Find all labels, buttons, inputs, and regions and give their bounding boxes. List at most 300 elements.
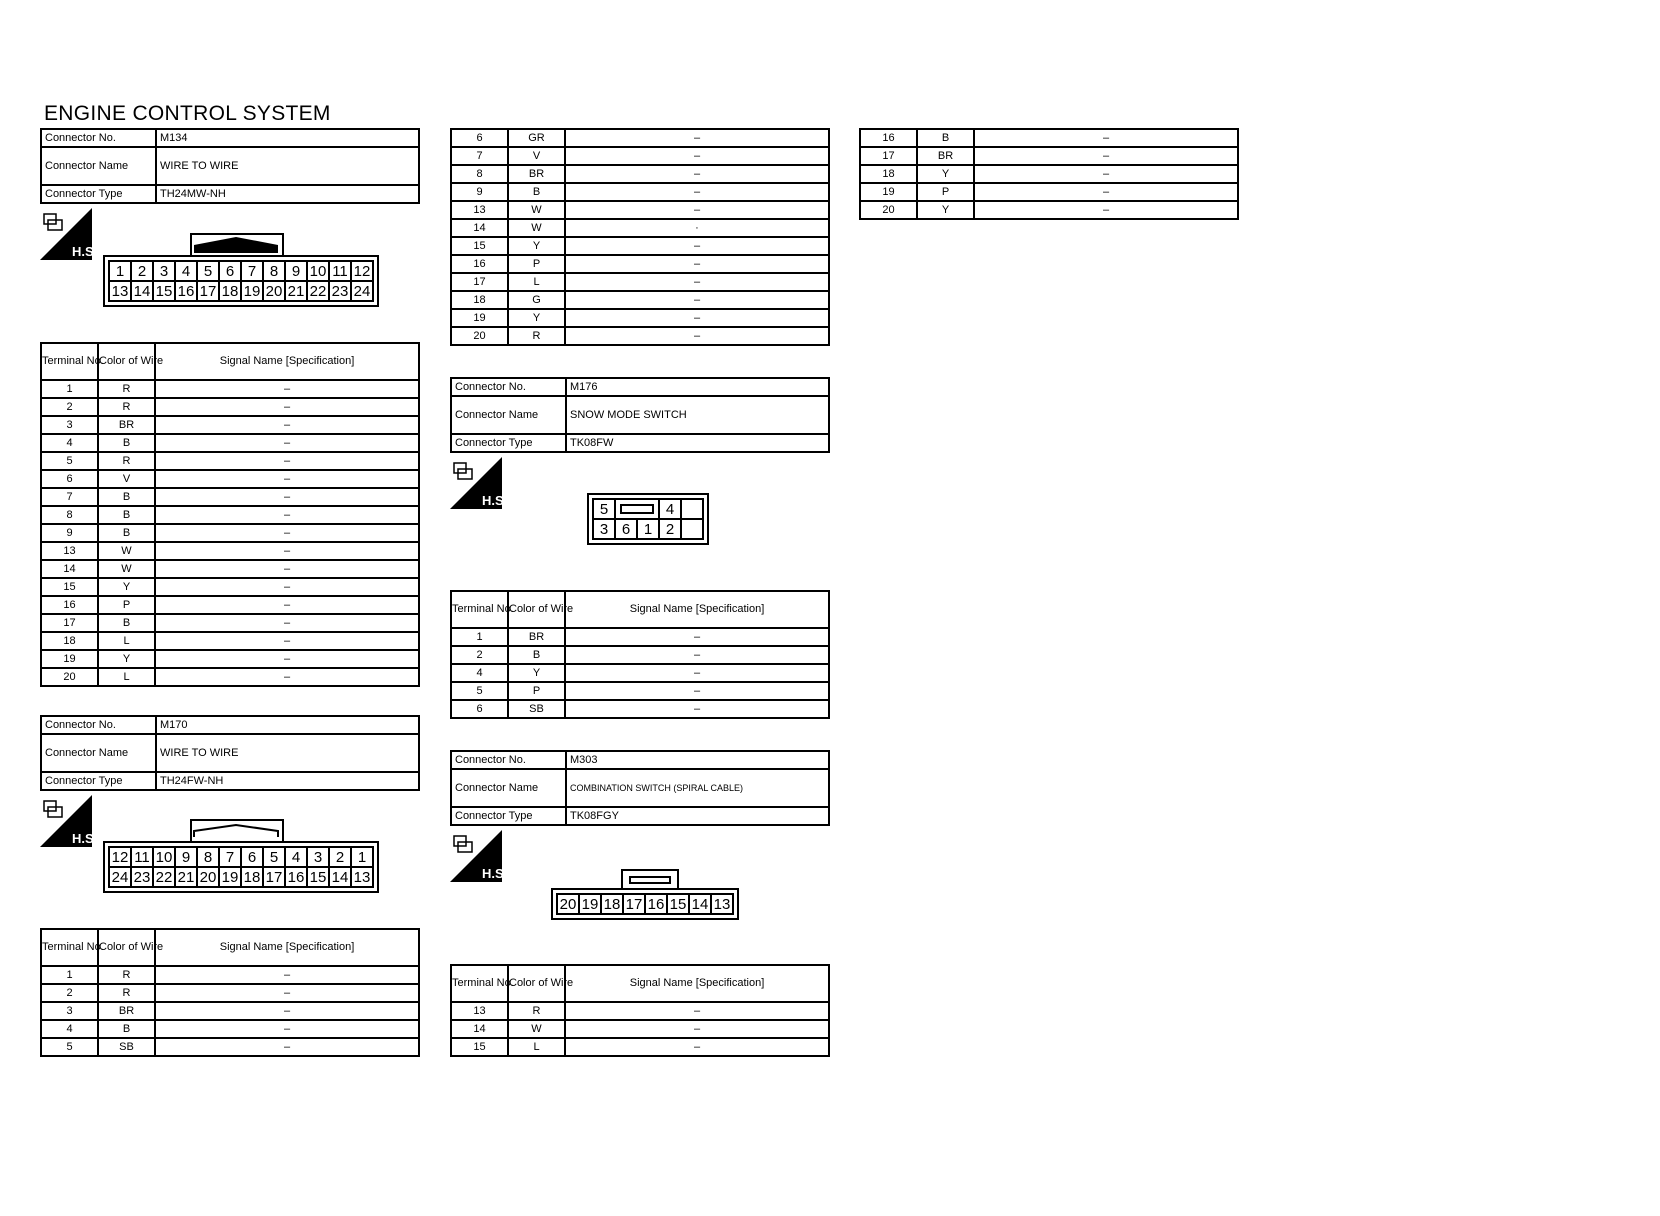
signal-name-cell: – bbox=[565, 165, 829, 183]
wire-color-cell: R bbox=[98, 984, 155, 1002]
connector-type-value: TH24FW-NH bbox=[156, 772, 419, 790]
pin: 23 bbox=[329, 281, 351, 301]
connector-info-m170 bbox=[40, 715, 420, 791]
pin: 7 bbox=[241, 261, 263, 281]
pin: 3 bbox=[153, 261, 175, 281]
table-row bbox=[451, 327, 829, 345]
pin: 2 bbox=[329, 847, 351, 867]
table-row bbox=[41, 398, 419, 416]
wire-color-cell: P bbox=[508, 255, 565, 273]
connector-info-m303 bbox=[450, 750, 830, 826]
pin: 10 bbox=[307, 261, 329, 281]
pin: 12 bbox=[109, 847, 131, 867]
terminal-no-cell: 9 bbox=[451, 183, 508, 201]
pin: 2 bbox=[131, 261, 153, 281]
harness-side-icon bbox=[450, 457, 508, 509]
pin: 21 bbox=[285, 281, 307, 301]
signal-name-cell: – bbox=[155, 434, 419, 452]
terminal-no-header: Terminal No. bbox=[41, 929, 98, 966]
wire-color-cell: W bbox=[508, 201, 565, 219]
wire-color-cell: B bbox=[917, 129, 974, 147]
signal-name-cell: – bbox=[565, 1002, 829, 1020]
signal-name-cell: – bbox=[974, 129, 1238, 147]
connector-type-label: Connector Type bbox=[451, 434, 566, 452]
signal-name-cell: – bbox=[565, 237, 829, 255]
table-row bbox=[451, 664, 829, 682]
terminal-no-cell: 6 bbox=[451, 129, 508, 147]
signal-name-cell: – bbox=[565, 255, 829, 273]
table-row bbox=[451, 682, 829, 700]
wire-color-cell: R bbox=[508, 1002, 565, 1020]
table-row bbox=[41, 632, 419, 650]
pin: 23 bbox=[131, 867, 153, 887]
signal-name-cell: – bbox=[155, 542, 419, 560]
table-row bbox=[451, 309, 829, 327]
color-header: Color of Wire bbox=[508, 965, 565, 1002]
table-row bbox=[860, 201, 1238, 219]
connector-face-m134 bbox=[103, 233, 379, 307]
connector-no-value: M170 bbox=[156, 716, 419, 734]
terminal-no-cell: 7 bbox=[451, 147, 508, 165]
pin: 21 bbox=[175, 867, 197, 887]
wire-color-cell: R bbox=[98, 398, 155, 416]
wire-color-cell: Y bbox=[508, 664, 565, 682]
table-row bbox=[41, 668, 419, 686]
wire-color-cell: L bbox=[508, 1038, 565, 1056]
color-header: Color of Wire bbox=[508, 591, 565, 628]
terminal-no-cell: 2 bbox=[41, 984, 98, 1002]
pin: 17 bbox=[623, 894, 645, 914]
table-row bbox=[41, 614, 419, 632]
table-row bbox=[451, 183, 829, 201]
connector-name-label: Connector Name bbox=[451, 769, 566, 807]
hs-badge-text: H.S. bbox=[72, 244, 98, 259]
terminal-no-cell: 16 bbox=[860, 129, 917, 147]
connector-name-label: Connector Name bbox=[41, 147, 156, 185]
signal-name-cell: – bbox=[565, 183, 829, 201]
harness-side-icon bbox=[450, 830, 508, 882]
wire-color-cell: Y bbox=[508, 237, 565, 255]
pin: 19 bbox=[579, 894, 601, 914]
page-title: ENGINE CONTROL SYSTEM bbox=[44, 102, 331, 125]
terminal-no-cell: 5 bbox=[41, 452, 98, 470]
table-row bbox=[860, 165, 1238, 183]
terminal-no-cell: 16 bbox=[451, 255, 508, 273]
table-row bbox=[451, 1038, 829, 1056]
connector-name-label: Connector Name bbox=[41, 734, 156, 772]
wire-color-cell: W bbox=[98, 560, 155, 578]
wire-color-cell: W bbox=[508, 1020, 565, 1038]
pin: 24 bbox=[109, 867, 131, 887]
pin: 1 bbox=[109, 261, 131, 281]
hs-badge-text: H.S. bbox=[72, 831, 98, 846]
table-row bbox=[451, 646, 829, 664]
wire-color-cell: P bbox=[508, 682, 565, 700]
signal-header: Signal Name [Specification] bbox=[155, 929, 419, 966]
signal-name-cell: – bbox=[565, 201, 829, 219]
table-row bbox=[41, 542, 419, 560]
table-row bbox=[41, 596, 419, 614]
wire-color-cell: B bbox=[98, 506, 155, 524]
wire-color-cell: GR bbox=[508, 129, 565, 147]
wire-color-cell: R bbox=[98, 966, 155, 984]
terminal-no-cell: 17 bbox=[41, 614, 98, 632]
pin: 22 bbox=[153, 867, 175, 887]
terminal-no-cell: 15 bbox=[451, 1038, 508, 1056]
pin: 14 bbox=[329, 867, 351, 887]
pin: 3 bbox=[307, 847, 329, 867]
table-row bbox=[41, 434, 419, 452]
terminal-no-cell: 19 bbox=[451, 309, 508, 327]
wire-color-cell: B bbox=[98, 614, 155, 632]
terminal-no-cell: 1 bbox=[41, 966, 98, 984]
latch-shape bbox=[629, 876, 671, 884]
pin: 1 bbox=[637, 519, 659, 539]
terminal-no-cell: 5 bbox=[451, 682, 508, 700]
connector-type-value: TK08FW bbox=[566, 434, 829, 452]
signal-name-cell: – bbox=[155, 984, 419, 1002]
wire-color-cell: L bbox=[98, 668, 155, 686]
terminal-no-cell: 4 bbox=[41, 434, 98, 452]
connector-no-label: Connector No. bbox=[451, 751, 566, 769]
terminal-no-cell: 18 bbox=[860, 165, 917, 183]
wire-color-cell: L bbox=[508, 273, 565, 291]
connector-type-value: TH24MW-NH bbox=[156, 185, 419, 203]
signal-name-cell: – bbox=[565, 309, 829, 327]
hs-badge-text: H.S. bbox=[482, 493, 508, 508]
terminal-no-header: Terminal No. bbox=[451, 965, 508, 1002]
signal-name-cell: – bbox=[565, 628, 829, 646]
pin: 19 bbox=[219, 867, 241, 887]
signal-name-cell: – bbox=[974, 147, 1238, 165]
wire-color-cell: BR bbox=[917, 147, 974, 165]
pin: 22 bbox=[307, 281, 329, 301]
signal-header: Signal Name [Specification] bbox=[565, 591, 829, 628]
table-row bbox=[41, 1038, 419, 1056]
terminal-no-cell: 19 bbox=[41, 650, 98, 668]
terminal-no-cell: 9 bbox=[41, 524, 98, 542]
wire-color-cell: R bbox=[98, 452, 155, 470]
signal-name-cell: – bbox=[155, 416, 419, 434]
pin: 11 bbox=[131, 847, 153, 867]
terminal-no-cell: 17 bbox=[451, 273, 508, 291]
terminal-no-cell: 16 bbox=[41, 596, 98, 614]
table-row bbox=[451, 219, 829, 237]
terminal-no-cell: 14 bbox=[451, 1020, 508, 1038]
signal-name-cell: – bbox=[155, 1002, 419, 1020]
wire-color-cell: Y bbox=[917, 201, 974, 219]
signal-name-cell: – bbox=[155, 488, 419, 506]
table-row bbox=[41, 470, 419, 488]
terminal-no-cell: 19 bbox=[860, 183, 917, 201]
terminal-no-cell: 18 bbox=[41, 632, 98, 650]
table-row bbox=[41, 560, 419, 578]
terminal-no-header: Terminal No. bbox=[451, 591, 508, 628]
wire-color-cell: L bbox=[98, 632, 155, 650]
pin: 20 bbox=[197, 867, 219, 887]
table-row bbox=[860, 147, 1238, 165]
signal-name-cell: – bbox=[155, 650, 419, 668]
pin: 14 bbox=[689, 894, 711, 914]
connector-no-value: M176 bbox=[566, 378, 829, 396]
signal-name-cell: – bbox=[155, 668, 419, 686]
signal-name-cell: – bbox=[565, 273, 829, 291]
signal-name-cell: – bbox=[155, 398, 419, 416]
pin-empty bbox=[681, 519, 703, 539]
pin-empty bbox=[681, 499, 703, 519]
wire-color-cell: P bbox=[917, 183, 974, 201]
connector-face-m170 bbox=[103, 819, 379, 893]
connector-name-value: COMBINATION SWITCH (SPIRAL CABLE) bbox=[566, 769, 829, 807]
signal-name-cell: – bbox=[565, 664, 829, 682]
signal-name-cell: – bbox=[155, 452, 419, 470]
wire-color-cell: SB bbox=[508, 700, 565, 718]
connector-no-value: M134 bbox=[156, 129, 419, 147]
pin: 19 bbox=[241, 281, 263, 301]
terminal-no-cell: 1 bbox=[41, 380, 98, 398]
pin: 4 bbox=[175, 261, 197, 281]
wire-color-cell: BR bbox=[508, 628, 565, 646]
connector-type-label: Connector Type bbox=[41, 772, 156, 790]
table-row bbox=[451, 129, 829, 147]
wire-color-cell: SB bbox=[98, 1038, 155, 1056]
signal-name-cell: – bbox=[155, 380, 419, 398]
wire-color-cell: R bbox=[98, 380, 155, 398]
table-row bbox=[41, 1020, 419, 1038]
latch-shape bbox=[194, 823, 278, 839]
pin: 16 bbox=[175, 281, 197, 301]
pin: 9 bbox=[175, 847, 197, 867]
signal-name-cell: – bbox=[155, 966, 419, 984]
terminal-no-cell: 15 bbox=[451, 237, 508, 255]
harness-side-icon bbox=[40, 795, 98, 847]
pin: 5 bbox=[197, 261, 219, 281]
table-row bbox=[451, 165, 829, 183]
terminal-table-m134 bbox=[40, 342, 420, 687]
pin: 18 bbox=[241, 867, 263, 887]
connector-no-label: Connector No. bbox=[41, 716, 156, 734]
terminal-no-cell: 8 bbox=[451, 165, 508, 183]
pin: 8 bbox=[197, 847, 219, 867]
table-row bbox=[41, 506, 419, 524]
pin: 20 bbox=[557, 894, 579, 914]
wire-color-cell: BR bbox=[508, 165, 565, 183]
pin: 9 bbox=[285, 261, 307, 281]
signal-name-cell: – bbox=[565, 327, 829, 345]
pin: 14 bbox=[131, 281, 153, 301]
wire-color-cell: Y bbox=[98, 578, 155, 596]
color-header: Color of Wire bbox=[98, 343, 155, 380]
pin: 20 bbox=[263, 281, 285, 301]
table-row bbox=[451, 628, 829, 646]
connector-info-m134 bbox=[40, 128, 420, 204]
signal-name-cell: – bbox=[974, 201, 1238, 219]
table-row bbox=[451, 1020, 829, 1038]
pin: 24 bbox=[351, 281, 373, 301]
table-row bbox=[41, 650, 419, 668]
connector-name-value: WIRE TO WIRE bbox=[156, 147, 419, 185]
table-row bbox=[451, 700, 829, 718]
table-row bbox=[41, 416, 419, 434]
table-row bbox=[41, 380, 419, 398]
table-row bbox=[451, 237, 829, 255]
latch-shape bbox=[194, 237, 278, 253]
pin: 15 bbox=[153, 281, 175, 301]
signal-name-cell: – bbox=[565, 129, 829, 147]
terminal-no-cell: 20 bbox=[451, 327, 508, 345]
pin: 15 bbox=[667, 894, 689, 914]
terminal-table-m170-continued bbox=[450, 128, 830, 346]
table-row bbox=[451, 255, 829, 273]
pin: 3 bbox=[593, 519, 615, 539]
pin: 13 bbox=[351, 867, 373, 887]
connector-type-label: Connector Type bbox=[41, 185, 156, 203]
wire-color-cell: B bbox=[508, 183, 565, 201]
terminal-no-cell: 6 bbox=[41, 470, 98, 488]
terminal-no-cell: 4 bbox=[451, 664, 508, 682]
pin: 4 bbox=[285, 847, 307, 867]
wire-color-cell: B bbox=[98, 1020, 155, 1038]
connector-name-value: WIRE TO WIRE bbox=[156, 734, 419, 772]
signal-name-cell: · bbox=[565, 219, 829, 237]
wire-color-cell: W bbox=[508, 219, 565, 237]
lock-slot bbox=[615, 499, 659, 519]
terminal-no-cell: 20 bbox=[860, 201, 917, 219]
terminal-no-cell: 6 bbox=[451, 700, 508, 718]
pin: 6 bbox=[219, 261, 241, 281]
pin: 17 bbox=[197, 281, 219, 301]
terminal-no-cell: 18 bbox=[451, 291, 508, 309]
connector-face-m176 bbox=[587, 493, 709, 545]
pin: 13 bbox=[109, 281, 131, 301]
pin: 5 bbox=[593, 499, 615, 519]
signal-header: Signal Name [Specification] bbox=[565, 965, 829, 1002]
wire-color-cell: BR bbox=[98, 416, 155, 434]
pin: 2 bbox=[659, 519, 681, 539]
pin: 8 bbox=[263, 261, 285, 281]
connector-name-value: SNOW MODE SWITCH bbox=[566, 396, 829, 434]
terminal-no-cell: 5 bbox=[41, 1038, 98, 1056]
signal-name-cell: – bbox=[155, 560, 419, 578]
pin: 11 bbox=[329, 261, 351, 281]
connector-no-value: M303 bbox=[566, 751, 829, 769]
table-row bbox=[41, 524, 419, 542]
pin: 15 bbox=[307, 867, 329, 887]
terminal-no-cell: 2 bbox=[451, 646, 508, 664]
pin: 6 bbox=[241, 847, 263, 867]
table-row bbox=[860, 129, 1238, 147]
wire-color-cell: Y bbox=[508, 309, 565, 327]
signal-name-cell: – bbox=[565, 646, 829, 664]
wire-color-cell: BR bbox=[98, 1002, 155, 1020]
color-header: Color of Wire bbox=[98, 929, 155, 966]
signal-name-cell: – bbox=[565, 682, 829, 700]
signal-header: Signal Name [Specification] bbox=[155, 343, 419, 380]
connector-name-label: Connector Name bbox=[451, 396, 566, 434]
pin: 18 bbox=[219, 281, 241, 301]
pin: 17 bbox=[263, 867, 285, 887]
signal-name-cell: – bbox=[155, 632, 419, 650]
connector-type-value: TK08FGY bbox=[566, 807, 829, 825]
pin: 16 bbox=[645, 894, 667, 914]
terminal-no-cell: 13 bbox=[451, 201, 508, 219]
pin: 13 bbox=[711, 894, 733, 914]
signal-name-cell: – bbox=[155, 1038, 419, 1056]
pin: 4 bbox=[659, 499, 681, 519]
pin: 1 bbox=[351, 847, 373, 867]
connector-face-m303 bbox=[551, 869, 739, 920]
terminal-no-cell: 17 bbox=[860, 147, 917, 165]
table-row bbox=[41, 984, 419, 1002]
terminal-no-cell: 15 bbox=[41, 578, 98, 596]
terminal-no-cell: 3 bbox=[41, 416, 98, 434]
connector-info-m176 bbox=[450, 377, 830, 453]
signal-name-cell: – bbox=[155, 614, 419, 632]
terminal-no-cell: 8 bbox=[41, 506, 98, 524]
signal-name-cell: – bbox=[155, 578, 419, 596]
wire-color-cell: V bbox=[98, 470, 155, 488]
pin: 10 bbox=[153, 847, 175, 867]
pin: 5 bbox=[263, 847, 285, 867]
table-row bbox=[451, 201, 829, 219]
signal-name-cell: – bbox=[565, 1020, 829, 1038]
table-row bbox=[451, 1002, 829, 1020]
harness-side-icon bbox=[40, 208, 98, 260]
terminal-no-cell: 2 bbox=[41, 398, 98, 416]
signal-name-cell: – bbox=[565, 291, 829, 309]
wire-color-cell: B bbox=[508, 646, 565, 664]
table-row bbox=[41, 488, 419, 506]
pin: 16 bbox=[285, 867, 307, 887]
pin: 18 bbox=[601, 894, 623, 914]
terminal-no-cell: 3 bbox=[41, 1002, 98, 1020]
pin: 12 bbox=[351, 261, 373, 281]
terminal-table-m170 bbox=[40, 928, 420, 1057]
table-row bbox=[451, 147, 829, 165]
terminal-table-m303 bbox=[450, 964, 830, 1057]
table-row bbox=[41, 452, 419, 470]
wire-color-cell: V bbox=[508, 147, 565, 165]
signal-name-cell: – bbox=[155, 470, 419, 488]
signal-name-cell: – bbox=[974, 165, 1238, 183]
hs-badge-text: H.S. bbox=[482, 866, 508, 881]
signal-name-cell: – bbox=[974, 183, 1238, 201]
pin: 7 bbox=[219, 847, 241, 867]
pin: 6 bbox=[615, 519, 637, 539]
wire-color-cell: B bbox=[98, 488, 155, 506]
wire-color-cell: Y bbox=[917, 165, 974, 183]
terminal-no-cell: 1 bbox=[451, 628, 508, 646]
wire-color-cell: B bbox=[98, 434, 155, 452]
wire-color-cell: B bbox=[98, 524, 155, 542]
wire-color-cell: R bbox=[508, 327, 565, 345]
table-row bbox=[41, 578, 419, 596]
table-row bbox=[41, 966, 419, 984]
terminal-no-cell: 13 bbox=[451, 1002, 508, 1020]
table-row bbox=[451, 291, 829, 309]
signal-name-cell: – bbox=[155, 524, 419, 542]
table-row bbox=[451, 273, 829, 291]
terminal-table-m303-continued bbox=[859, 128, 1239, 220]
wire-color-cell: W bbox=[98, 542, 155, 560]
signal-name-cell: – bbox=[155, 596, 419, 614]
wire-color-cell: Y bbox=[98, 650, 155, 668]
signal-name-cell: – bbox=[155, 1020, 419, 1038]
terminal-no-cell: 13 bbox=[41, 542, 98, 560]
connector-type-label: Connector Type bbox=[451, 807, 566, 825]
terminal-no-header: Terminal No. bbox=[41, 343, 98, 380]
signal-name-cell: – bbox=[565, 147, 829, 165]
